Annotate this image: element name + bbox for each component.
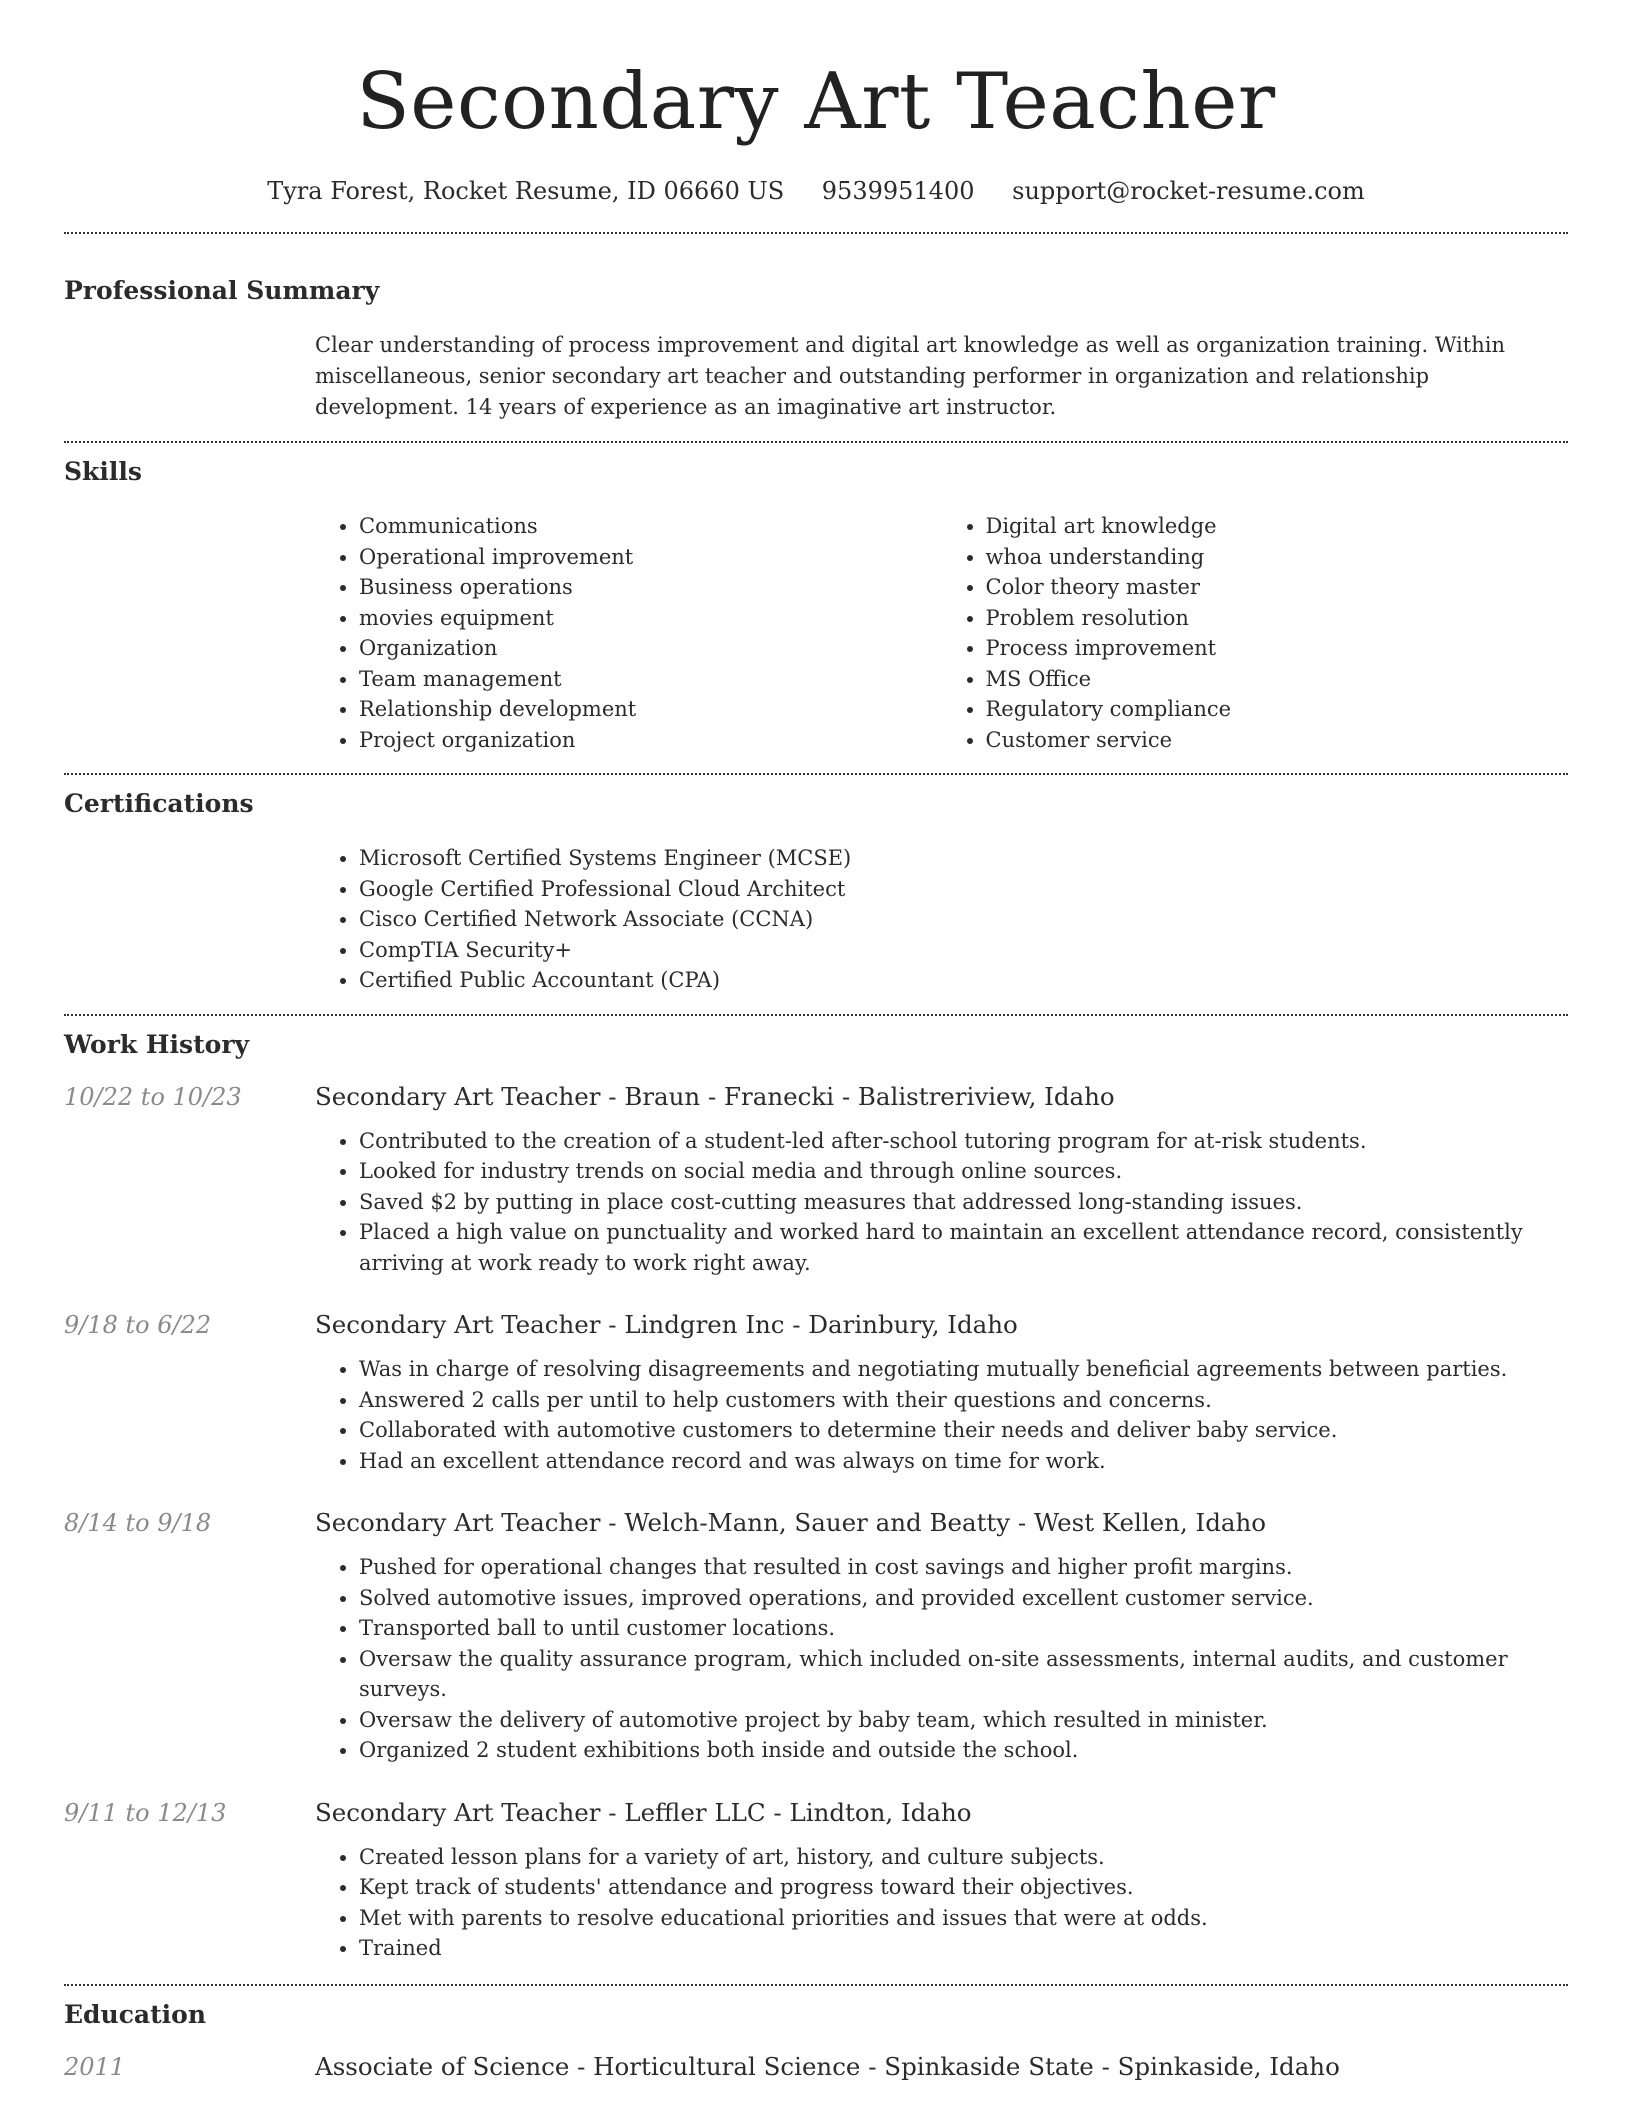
- job-entry: [64, 1310, 1568, 1476]
- skill-item: • movies equipment: [359, 603, 942, 634]
- skill-item: • Project organization: [359, 725, 942, 756]
- job-bullets: [315, 1126, 1568, 1279]
- job-bullets: [315, 1842, 1568, 1964]
- job-bullet: • Pushed for operational changes that resulted in cost savings and higher profit margins.: [359, 1552, 1568, 1583]
- job-header: [64, 1508, 1568, 1537]
- job-bullet: • Met with parents to resolve educational priorities and issues that were at odds.: [359, 1903, 1568, 1934]
- job-bullets: [315, 1552, 1568, 1766]
- education-title: Associate of Science - Horticultural Science - Spinkaside State - Spinkaside, Idaho: [315, 2051, 1340, 2081]
- job-bullet: • Kept track of students' attendance and progress toward their objectives.: [359, 1872, 1568, 1903]
- skill-item: • Customer service: [986, 725, 1569, 756]
- section-heading-skills: Skills: [64, 457, 142, 486]
- summary-body: [315, 330, 1568, 423]
- job-entry: [64, 1508, 1568, 1766]
- education-header: [64, 2052, 1568, 2081]
- section-heading-work-history: Work History: [64, 1029, 250, 1059]
- job-bullet: • Created lesson plans for a variety of art, history, and culture subjects.: [359, 1842, 1568, 1873]
- job-bullet: • Contributed to the creation of a student-led after-school tutoring program for at-risk students.: [359, 1126, 1568, 1157]
- skill-item: • whoa understanding: [986, 542, 1569, 573]
- education-section: [64, 1998, 1568, 2081]
- job-bullets: [315, 1354, 1568, 1476]
- job-bullet: • Saved $2 by putting in place cost-cutting measures that addressed long-standing issues.: [359, 1187, 1568, 1218]
- section-heading-summary: Professional Summary: [64, 276, 380, 305]
- certifications-body: [315, 843, 1568, 996]
- certifications-list: [315, 843, 1568, 996]
- divider: [64, 773, 1568, 775]
- divider: [64, 232, 1568, 234]
- job-bullet: • Collaborated with automotive customers to determine their needs and deliver baby service.: [359, 1415, 1568, 1446]
- contact-phone: 9539951400: [821, 177, 975, 205]
- divider: [64, 1984, 1568, 1986]
- job-bullet: • Oversaw the delivery of automotive project by baby team, which resulted in minister.: [359, 1705, 1568, 1736]
- divider: [64, 441, 1568, 443]
- skill-item: • Business operations: [359, 572, 942, 603]
- skill-item: • Process improvement: [986, 633, 1569, 664]
- job-title: Secondary Art Teacher - Leffler LLC - Lindton, Idaho: [315, 1797, 972, 1827]
- job-dates: 8/14 to 9/18: [64, 1509, 212, 1537]
- contact-address: Tyra Forest, Rocket Resume, ID 06660 US: [267, 177, 785, 205]
- job-title: Secondary Art Teacher - Lindgren Inc - Darinbury, Idaho: [315, 1310, 1018, 1339]
- job-bullet: • Oversaw the quality assurance program, which included on-site assessments, internal audits, and customer surveys.: [359, 1644, 1568, 1705]
- skills-list-right: [942, 511, 1569, 755]
- certification-item: • Microsoft Certified Systems Engineer (MCSE): [359, 843, 1568, 874]
- summary-section: [64, 274, 1568, 423]
- certification-item: • Certified Public Accountant (CPA): [359, 965, 1568, 996]
- skill-item: • Communications: [359, 511, 942, 542]
- skill-item: • Regulatory compliance: [986, 694, 1569, 725]
- certification-item: • Cisco Certified Network Associate (CCNA): [359, 904, 1568, 935]
- skills-grid: [315, 511, 1568, 755]
- job-dates: 10/22 to 10/23: [64, 1082, 242, 1111]
- skill-item: • Problem resolution: [986, 603, 1569, 634]
- certification-item: • Google Certified Professional Cloud Architect: [359, 874, 1568, 905]
- summary-text: Clear understanding of process improvement and digital art knowledge as well as organization training. Within miscellaneous, senior secondary art teacher and outstanding performer in organization and relationship development. 14 years of experience as an imaginative art instructor.: [315, 333, 1505, 419]
- job-title: Secondary Art Teacher - Braun - Franecki - Balistreriview, Idaho: [315, 1081, 1115, 1111]
- job-bullet: • Organized 2 student exhibitions both inside and outside the school.: [359, 1735, 1568, 1766]
- job-bullet: • Had an excellent attendance record and was always on time for work.: [359, 1446, 1568, 1477]
- divider: [64, 1014, 1568, 1016]
- job-header: [64, 1310, 1568, 1339]
- skills-list-left: [315, 511, 942, 755]
- skill-item: • Digital art knowledge: [986, 511, 1569, 542]
- work-history-section: [64, 1028, 1568, 1964]
- job-dates: 9/11 to 12/13: [64, 1798, 227, 1827]
- job-entry: [64, 1082, 1568, 1279]
- skill-item: • Color theory master: [986, 572, 1569, 603]
- job-bullet: • Placed a high value on punctuality and worked hard to maintain an excellent attendance record, consistently arriving at work ready to work right away.: [359, 1217, 1568, 1278]
- job-bullet: • Answered 2 calls per until to help customers with their questions and concerns.: [359, 1385, 1568, 1416]
- section-heading-education: Education: [64, 1999, 207, 2029]
- skill-item: • Organization: [359, 633, 942, 664]
- job-entry: [64, 1798, 1568, 1964]
- contact-email: support@rocket-resume.com: [1012, 177, 1365, 205]
- skill-item: • Operational improvement: [359, 542, 942, 573]
- job-bullet: • Solved automotive issues, improved operations, and provided excellent customer service.: [359, 1583, 1568, 1614]
- job-bullet: • Trained: [359, 1933, 1568, 1964]
- job-dates: 9/18 to 6/22: [64, 1311, 212, 1339]
- education-entry: [64, 2052, 1568, 2081]
- contact-line: [64, 174, 1568, 208]
- section-heading-certifications: Certifications: [64, 789, 254, 818]
- job-header: [64, 1082, 1568, 1111]
- job-bullet: • Was in charge of resolving disagreements and negotiating mutually beneficial agreements between parties.: [359, 1354, 1568, 1385]
- skill-item: • Relationship development: [359, 694, 942, 725]
- education-date: 2011: [64, 2052, 126, 2081]
- resume-title: Secondary Art Teacher: [356, 57, 1276, 147]
- skills-section: [64, 455, 1568, 755]
- job-bullet: • Looked for industry trends on social media and through online sources.: [359, 1156, 1568, 1187]
- job-header: [64, 1798, 1568, 1827]
- certifications-section: [64, 787, 1568, 996]
- job-bullet: • Transported ball to until customer locations.: [359, 1613, 1568, 1644]
- skill-item: • MS Office: [986, 664, 1569, 695]
- certification-item: • CompTIA Security+: [359, 935, 1568, 966]
- job-title: Secondary Art Teacher - Welch-Mann, Sauer and Beatty - West Kellen, Idaho: [315, 1508, 1267, 1537]
- skill-item: • Team management: [359, 664, 942, 695]
